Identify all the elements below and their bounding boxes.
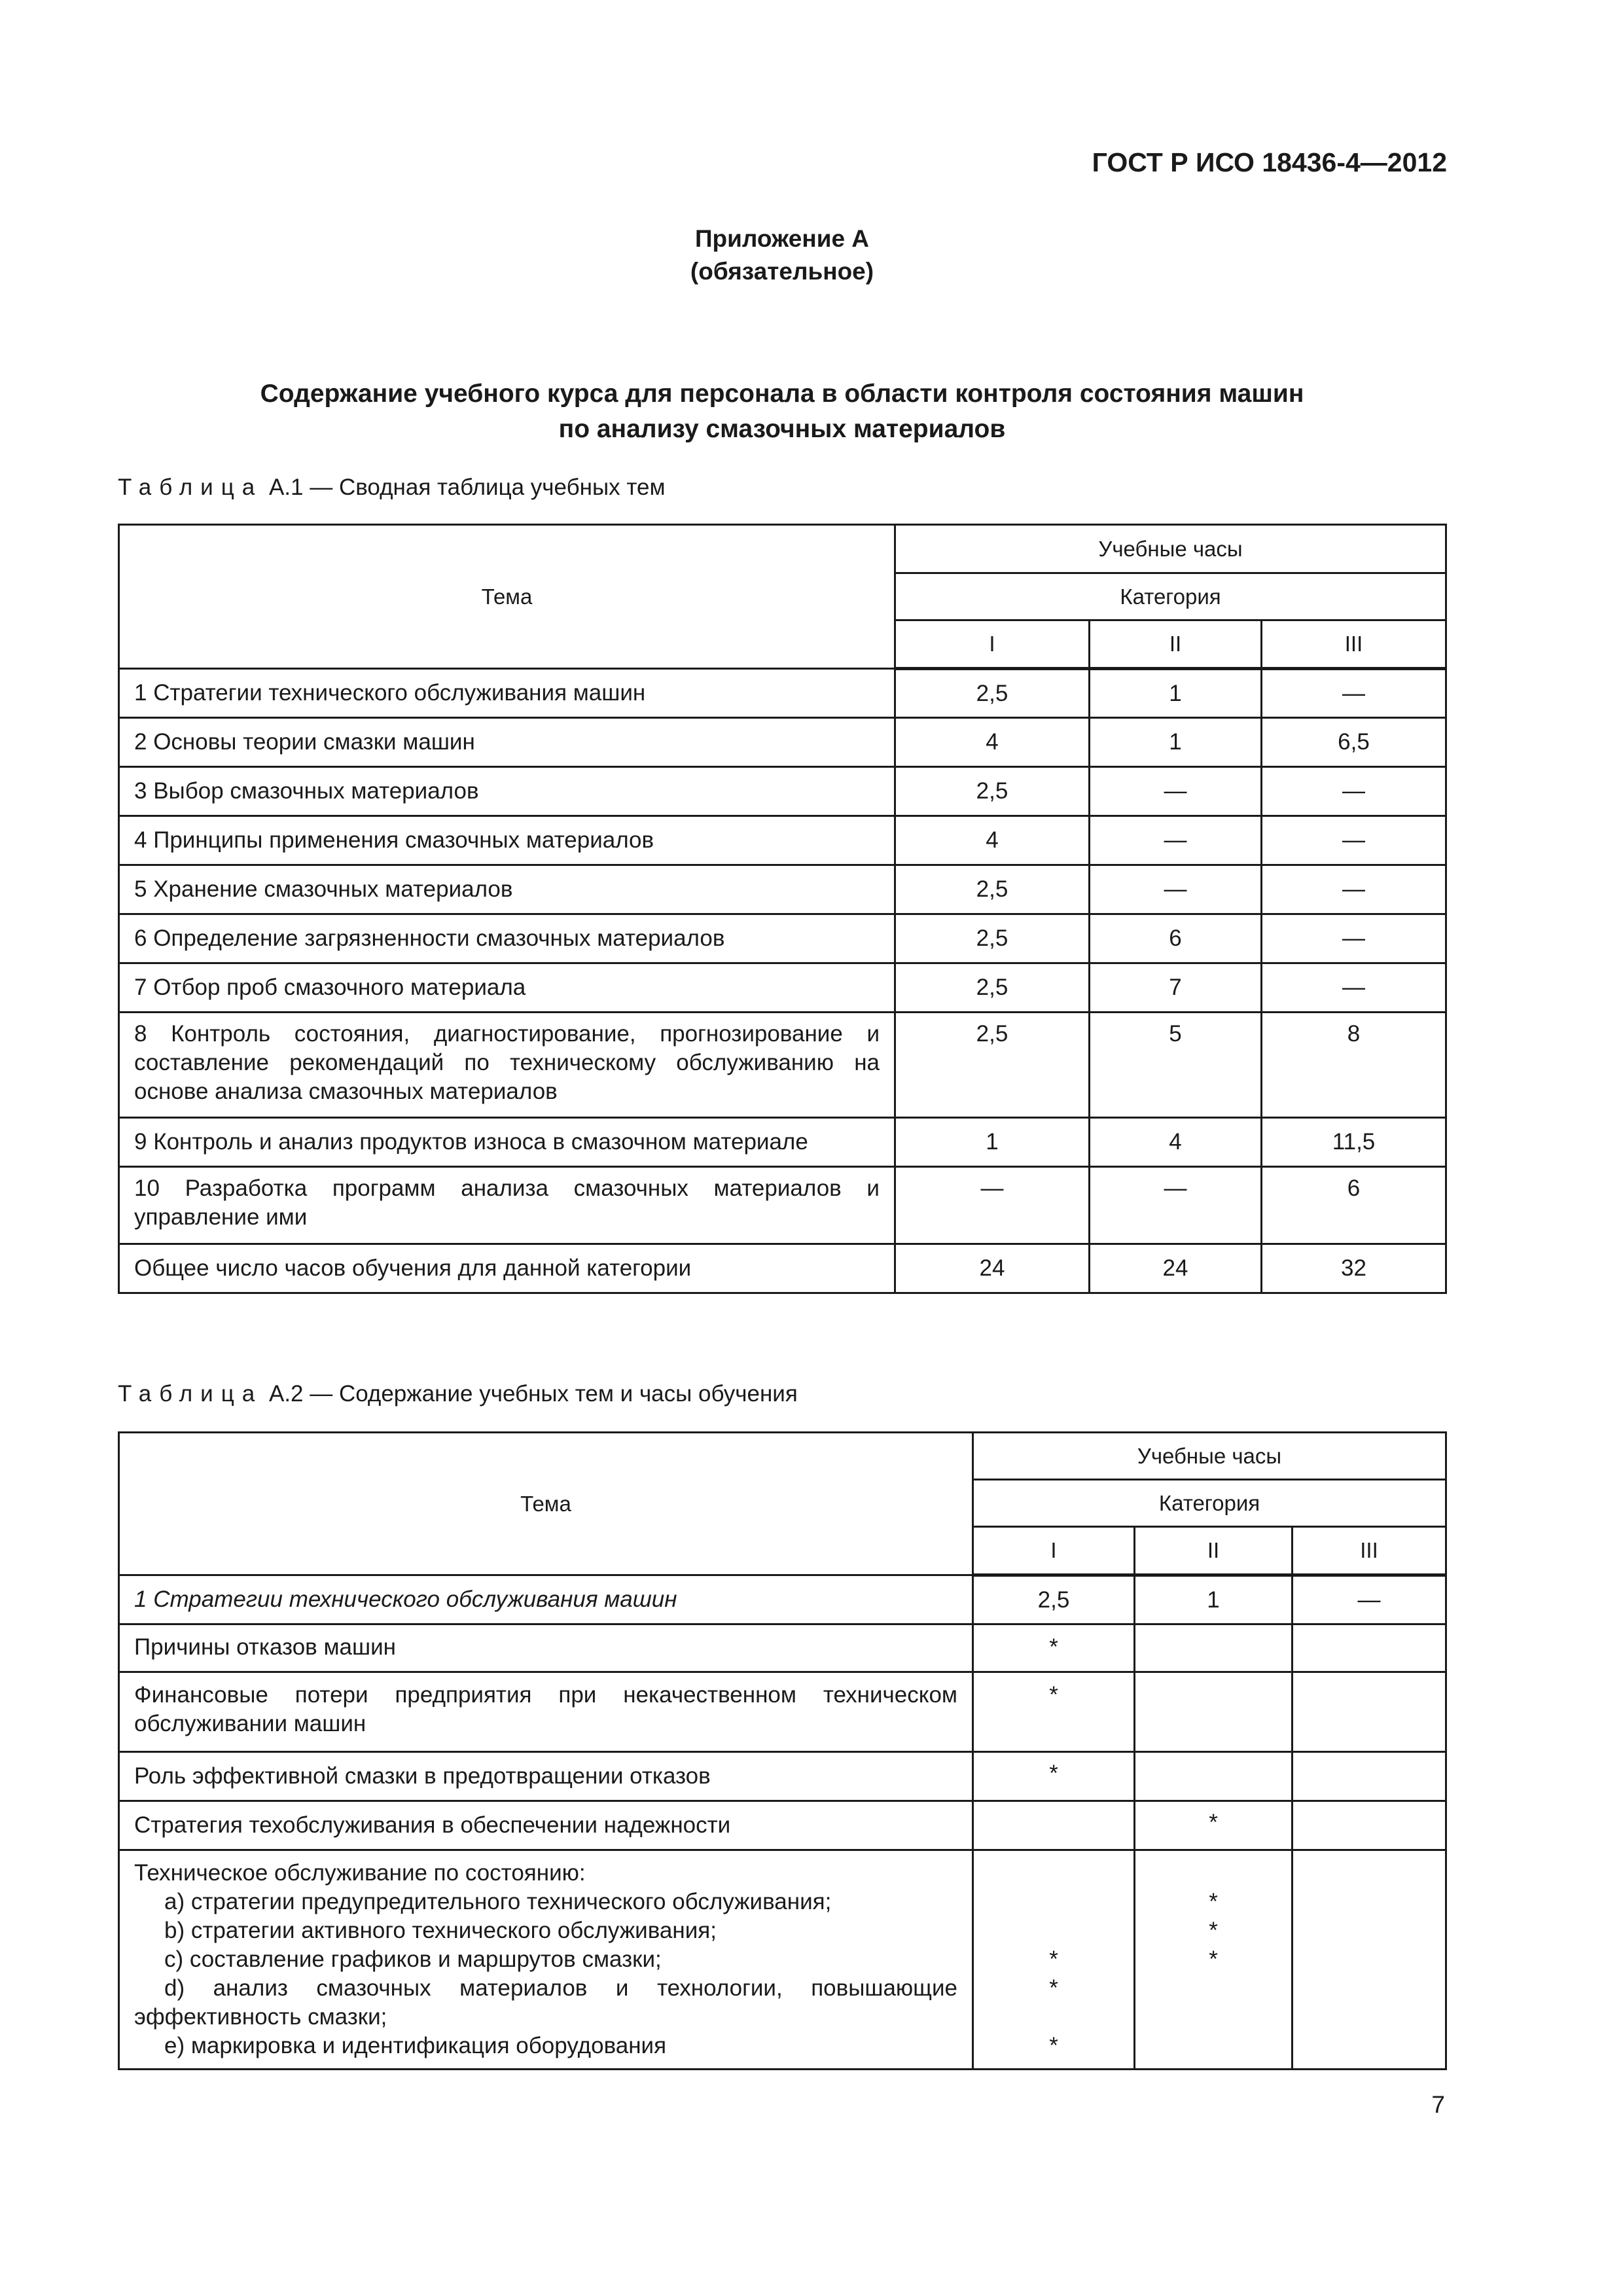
row-cat2-mark <box>1135 1752 1293 1801</box>
mark-a-cat1 <box>988 1888 1119 1916</box>
row-cat1-hours: 1 <box>895 1118 1090 1167</box>
table1-header-cat1: I <box>895 620 1090 669</box>
row-cat2-hours: 24 <box>1090 1244 1262 1293</box>
table-row <box>119 1013 1446 1118</box>
table-row <box>119 1801 1446 1850</box>
table2-header-cat3: III <box>1293 1527 1446 1575</box>
row-topic: 8 Контроль состояния, диагностирование, прогнозирование и составление рекомендаций по техническому обслуживанию на основе анализа смазочных материалов <box>119 1013 895 1118</box>
table-row <box>119 1624 1446 1672</box>
mark-a-cat3 <box>1308 1888 1431 1916</box>
row-cat3-hours: 32 <box>1262 1244 1446 1293</box>
row-cat2-hours: 7 <box>1090 963 1262 1013</box>
row-cat2-hours: — <box>1090 816 1262 865</box>
row-cat2-mark: * <box>1135 1801 1293 1850</box>
table-row-section <box>119 1575 1446 1624</box>
row-cat1-mark <box>973 1801 1135 1850</box>
row-cat3-hours: 11,5 <box>1262 1118 1446 1167</box>
row-cat3-hours: — <box>1262 865 1446 914</box>
table1-header-cat2: II <box>1090 620 1262 669</box>
mark-d-cat3 <box>1308 1974 1431 2032</box>
section-topic: 1 Стратегии технического обслуживания машин <box>119 1575 973 1624</box>
row-cat3-mark <box>1293 1672 1446 1752</box>
row-topic: Финансовые потери предприятия при некачественном техническом обслуживании машин <box>119 1672 973 1752</box>
row-cat3-mark <box>1293 1801 1446 1850</box>
mark-b-cat3 <box>1308 1916 1431 1945</box>
appendix-type: (обязательное) <box>690 258 874 285</box>
mark-a-cat2: * <box>1209 1889 1218 1914</box>
row-topic: 1 Стратегии технического обслуживания машин <box>119 669 895 718</box>
row-cat2-hours: — <box>1090 1167 1262 1244</box>
maintenance-topics <box>119 1850 973 2070</box>
document-title <box>0 376 1564 447</box>
appendix-title: Приложение А <box>694 225 870 252</box>
row-cat1-hours: 2,5 <box>895 914 1090 963</box>
table-row <box>119 963 1446 1013</box>
mark-b-cat2: * <box>1209 1918 1218 1943</box>
row-cat2-hours: 1 <box>1090 718 1262 767</box>
maintenance-item-d: d) анализ смазочных материалов и технологии, повышающие эффективность смазки; <box>134 1975 957 2030</box>
table1-header-hours: Учебные часы <box>895 525 1446 573</box>
row-cat3-hours: — <box>1262 914 1446 963</box>
table1-header-cat3: III <box>1262 620 1446 669</box>
maintenance-item-c: c) составление графиков и маршрутов смазки; <box>164 1946 662 1972</box>
row-cat1-mark: * <box>973 1624 1135 1672</box>
table2-caption <box>118 1381 798 1407</box>
table2-caption-label: Таблица <box>118 1381 263 1407</box>
maintenance-heading: Техническое обслуживание по состоянию: <box>134 1860 586 1886</box>
maintenance-item-a: a) стратегии предупредительного технического обслуживания; <box>164 1889 832 1914</box>
table1-header-topic: Тема <box>119 525 895 669</box>
row-topic: 2 Основы теории смазки машин <box>119 718 895 767</box>
table-row <box>119 767 1446 816</box>
row-cat1-mark: * <box>973 1752 1135 1801</box>
mark-c-cat3 <box>1308 1945 1431 1974</box>
row-cat2-hours: 4 <box>1090 1118 1262 1167</box>
table1 <box>118 524 1447 1294</box>
table-row <box>119 1118 1446 1167</box>
row-cat3-hours: 6,5 <box>1262 718 1446 767</box>
table-row-maintenance <box>119 1850 1446 2070</box>
section-cat1-hours: 2,5 <box>973 1575 1135 1624</box>
maintenance-cat3-marks <box>1293 1850 1446 2070</box>
mark-c-cat2: * <box>1209 1946 1218 1972</box>
mark-e-cat1: * <box>1049 2033 1058 2058</box>
row-cat1-hours: 2,5 <box>895 1013 1090 1118</box>
mark-d-cat1: * <box>1049 1975 1058 2001</box>
table-row <box>119 718 1446 767</box>
row-cat1-hours: 24 <box>895 1244 1090 1293</box>
row-cat1-hours: 2,5 <box>895 865 1090 914</box>
page-number: 7 <box>1431 2091 1445 2118</box>
maintenance-cat1-marks <box>973 1850 1135 2070</box>
table1-caption-label: Таблица <box>118 475 263 500</box>
table1-caption <box>118 475 666 501</box>
row-cat1-hours: 2,5 <box>895 963 1090 1013</box>
section-cat3-hours: — <box>1293 1575 1446 1624</box>
maintenance-item-e: e) маркировка и идентификация оборудования <box>164 2033 667 2058</box>
table2-header-category: Категория <box>973 1480 1446 1527</box>
table2-caption-text: А.2 — Содержание учебных тем и часы обучения <box>268 1381 798 1407</box>
mark-e-cat3 <box>1308 2032 1431 2060</box>
row-cat3-mark <box>1293 1752 1446 1801</box>
row-cat3-hours: 8 <box>1262 1013 1446 1118</box>
row-topic: Стратегия техобслуживания в обеспечении надежности <box>119 1801 973 1850</box>
table2-header-cat1: I <box>973 1527 1135 1575</box>
row-topic: 9 Контроль и анализ продуктов износа в смазочном материале <box>119 1118 895 1167</box>
mark-e-cat2 <box>1150 2032 1277 2060</box>
maintenance-item-b: b) стратегии активного технического обслуживания; <box>164 1918 717 1943</box>
row-cat2-hours: 5 <box>1090 1013 1262 1118</box>
row-cat3-hours: — <box>1262 816 1446 865</box>
row-topic: Общее число часов обучения для данной категории <box>119 1244 895 1293</box>
row-cat3-hours: — <box>1262 669 1446 718</box>
row-cat3-mark <box>1293 1624 1446 1672</box>
table-row-total <box>119 1244 1446 1293</box>
mark-b-cat1 <box>988 1916 1119 1945</box>
row-cat1-hours: — <box>895 1167 1090 1244</box>
row-cat2-hours: — <box>1090 767 1262 816</box>
row-topic: Роль эффективной смазки в предотвращении отказов <box>119 1752 973 1801</box>
row-topic: 5 Хранение смазочных материалов <box>119 865 895 914</box>
mark-d-cat2 <box>1150 1974 1277 2032</box>
row-topic: 7 Отбор проб смазочного материала <box>119 963 895 1013</box>
row-cat1-hours: 4 <box>895 816 1090 865</box>
table2-header-cat2: II <box>1135 1527 1293 1575</box>
row-cat1-hours: 4 <box>895 718 1090 767</box>
table-row <box>119 1752 1446 1801</box>
table1-header-category: Категория <box>895 573 1446 620</box>
row-cat2-mark <box>1135 1624 1293 1672</box>
row-topic: 3 Выбор смазочных материалов <box>119 767 895 816</box>
table-row <box>119 1167 1446 1244</box>
table1-caption-text: А.1 — Сводная таблица учебных тем <box>268 475 666 500</box>
section-cat2-hours: 1 <box>1135 1575 1293 1624</box>
table-row <box>119 816 1446 865</box>
row-cat3-hours: — <box>1262 963 1446 1013</box>
table2-header-hours: Учебные часы <box>973 1433 1446 1480</box>
document-title-line2: по анализу смазочных материалов <box>558 415 1006 443</box>
document-code: ГОСТ Р ИСО 18436-4—2012 <box>1092 147 1447 177</box>
row-topic: 10 Разработка программ анализа смазочных материалов и управление ими <box>119 1167 895 1244</box>
row-cat1-mark: * <box>973 1672 1135 1752</box>
row-cat2-hours: 6 <box>1090 914 1262 963</box>
row-cat3-hours: 6 <box>1262 1167 1446 1244</box>
table-row <box>119 865 1446 914</box>
document-title-line1: Содержание учебного курса для персонала в области контроля состояния машин <box>260 380 1304 408</box>
row-cat2-hours: 1 <box>1090 669 1262 718</box>
row-topic: Причины отказов машин <box>119 1624 973 1672</box>
mark-c-cat1: * <box>1049 1946 1058 1972</box>
row-cat2-hours: — <box>1090 865 1262 914</box>
table2-header-topic: Тема <box>119 1433 973 1575</box>
table-row <box>119 669 1446 718</box>
table2 <box>118 1431 1447 2070</box>
row-cat1-hours: 2,5 <box>895 669 1090 718</box>
row-topic: 4 Принципы применения смазочных материалов <box>119 816 895 865</box>
row-cat2-mark <box>1135 1672 1293 1752</box>
row-topic: 6 Определение загрязненности смазочных материалов <box>119 914 895 963</box>
maintenance-cat2-marks <box>1135 1850 1293 2070</box>
table-row <box>119 914 1446 963</box>
row-cat3-hours: — <box>1262 767 1446 816</box>
table-row <box>119 1672 1446 1752</box>
row-cat1-hours: 2,5 <box>895 767 1090 816</box>
